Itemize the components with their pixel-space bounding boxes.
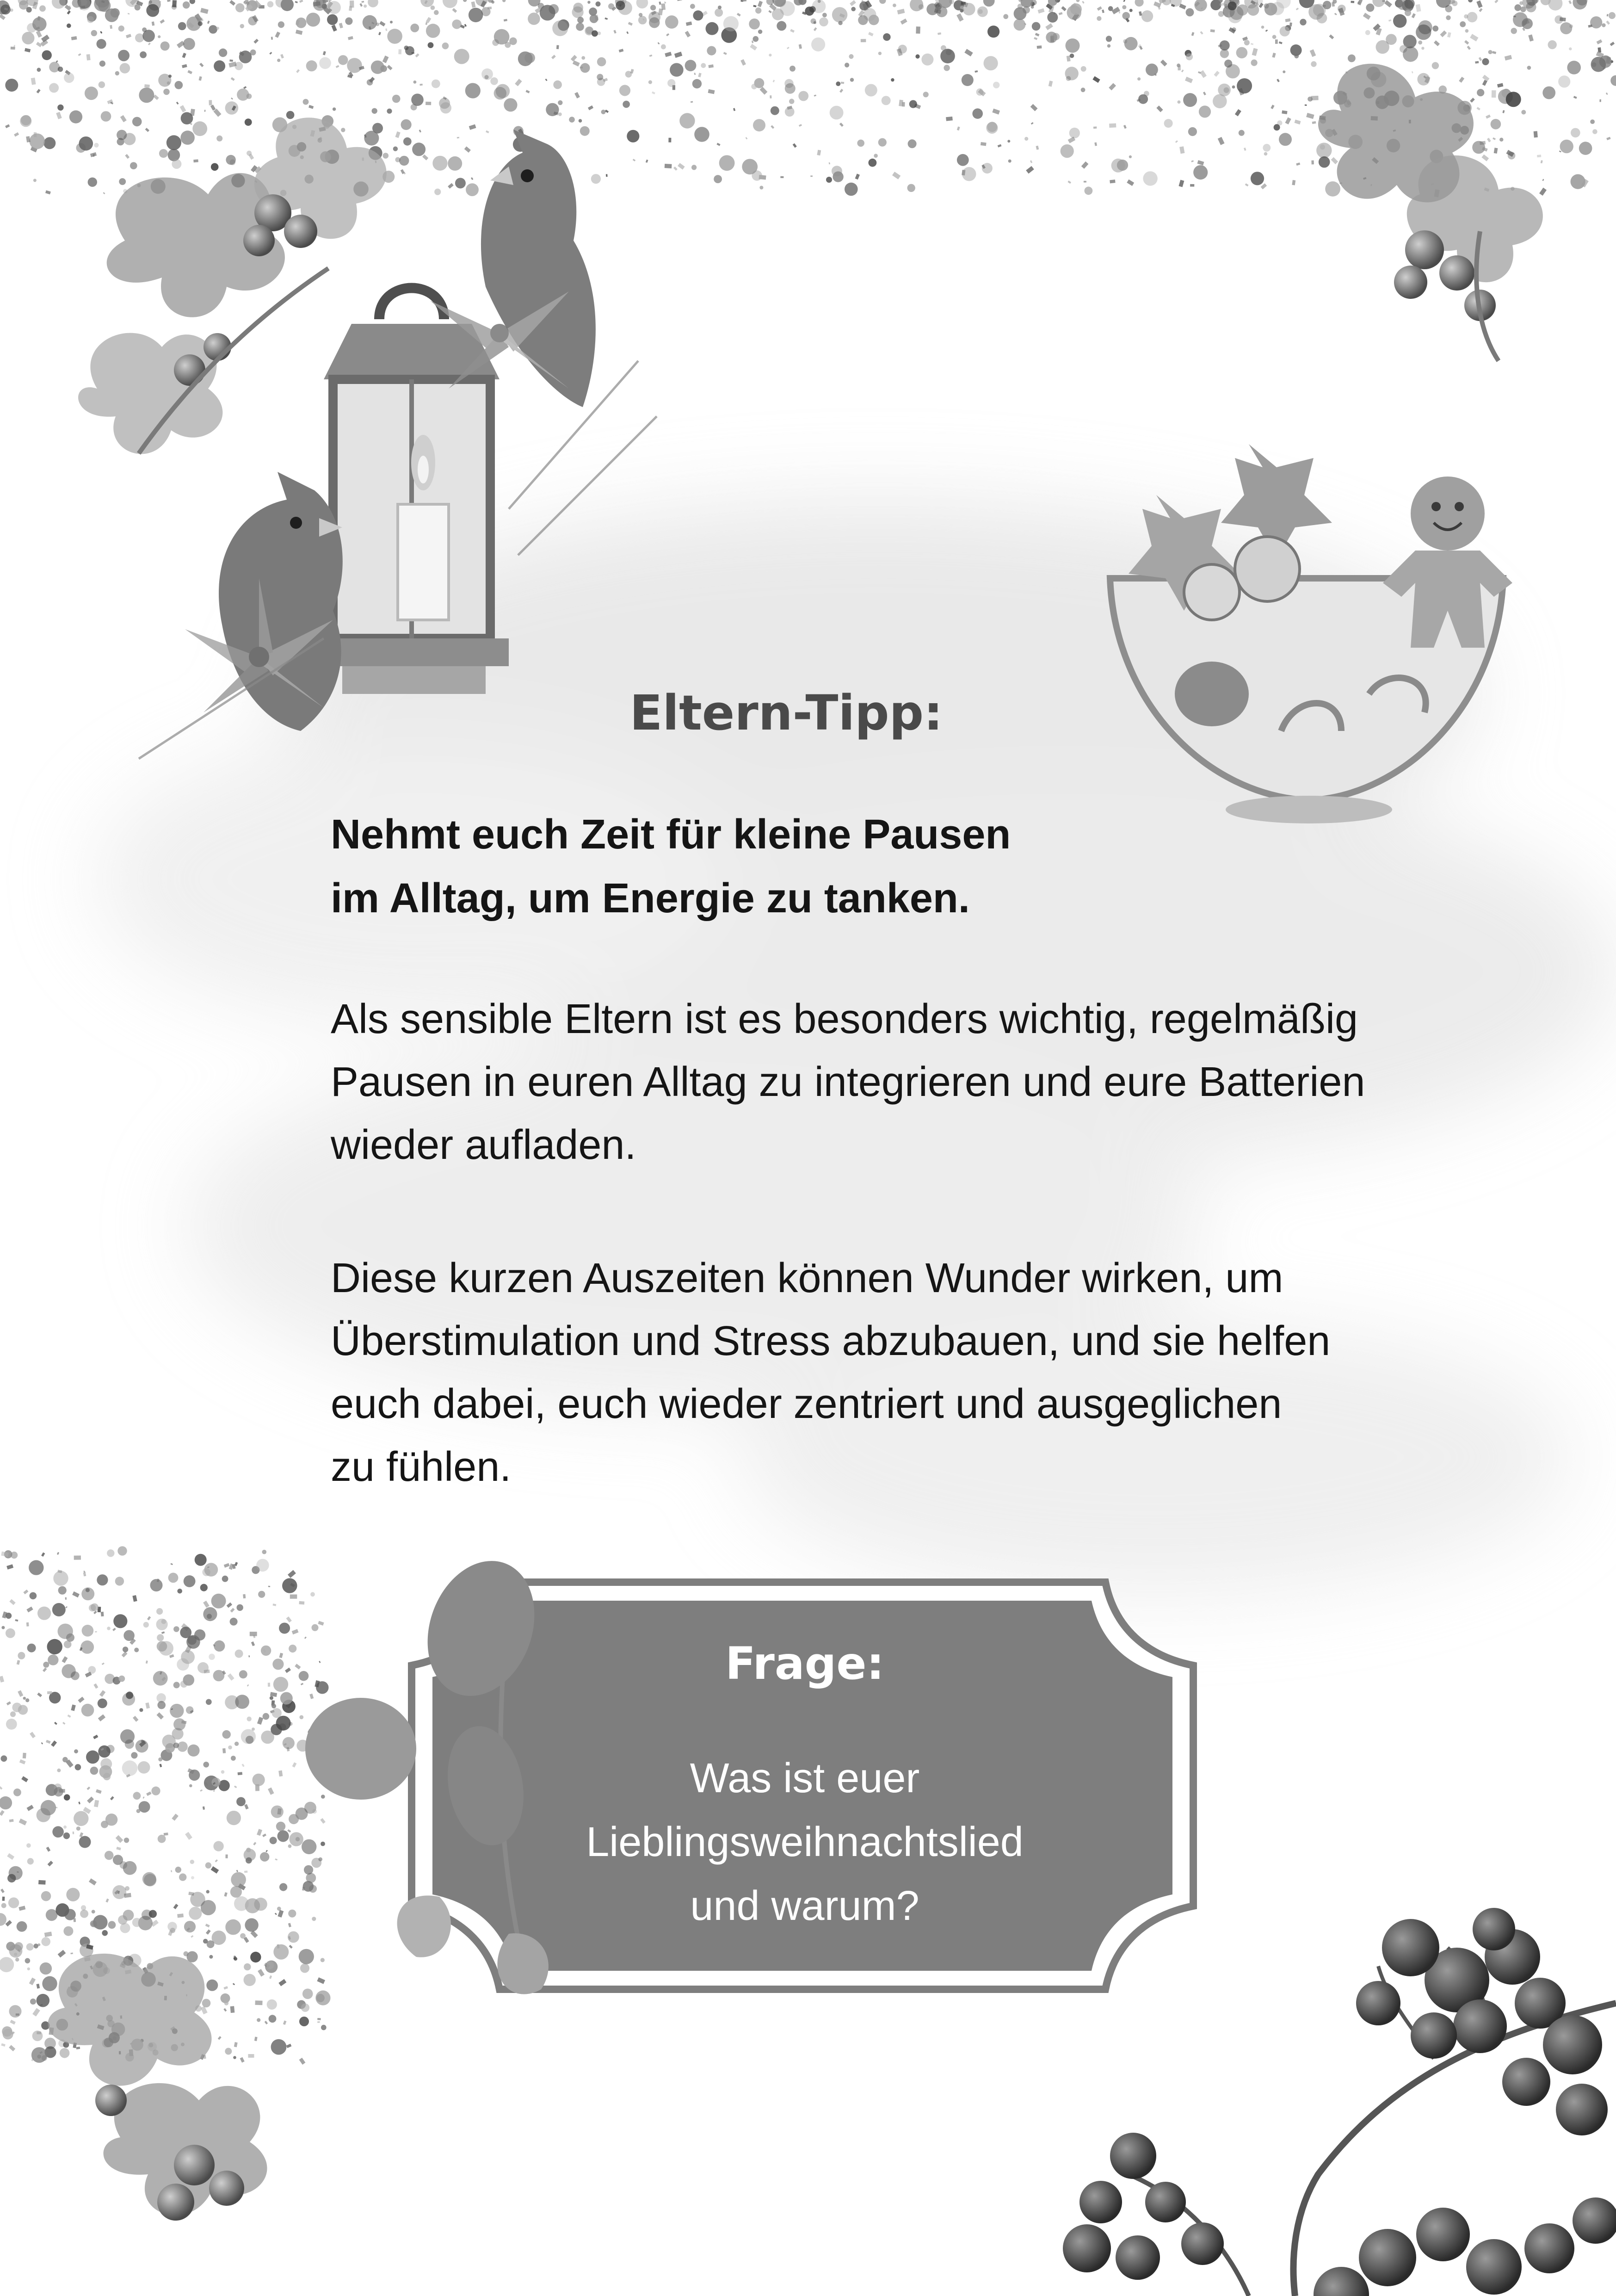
question-line: Lieblingsweihnachtslied bbox=[586, 1819, 1024, 1865]
question-text bbox=[509, 1746, 1101, 1938]
paragraph-line: zu fühlen. bbox=[331, 1444, 512, 1490]
lantern-icon bbox=[319, 288, 509, 694]
tip-paragraph-2 bbox=[331, 1247, 1533, 1498]
question-line: Was ist euer bbox=[690, 1755, 920, 1801]
holly-icon bbox=[1318, 64, 1543, 361]
tip-paragraph-1 bbox=[331, 988, 1533, 1176]
berry-branch-icon bbox=[1063, 1908, 1616, 2296]
tip-lead-line-2: im Alltag, um Energie zu tanken. bbox=[331, 875, 970, 922]
paragraph-line: Diese kurzen Auszeiten können Wunder wirken, um bbox=[331, 1255, 1283, 1301]
tip-lead bbox=[331, 803, 1441, 930]
question-line: und warum? bbox=[690, 1883, 919, 1929]
paragraph-line: wieder aufladen. bbox=[331, 1122, 636, 1168]
paragraph-line: euch dabei, euch wieder zentriert und ausgeglichen bbox=[331, 1381, 1282, 1427]
tip-lead-line-1: Nehmt euch Zeit für kleine Pausen bbox=[331, 811, 1011, 858]
cardinal-icon bbox=[219, 472, 343, 731]
tip-title: Eltern-Tipp: bbox=[629, 685, 943, 741]
paragraph-line: Pausen in euren Alltag zu integrieren und eure Batterien bbox=[331, 1059, 1365, 1105]
paragraph-line: Als sensible Eltern ist es besonders wichtig, regelmäßig bbox=[331, 996, 1358, 1042]
holly-icon bbox=[48, 1954, 267, 2221]
question-title: Frage: bbox=[725, 1638, 884, 1690]
paragraph-line: Überstimulation und Stress abzubauen, und sie helfen bbox=[331, 1318, 1331, 1364]
